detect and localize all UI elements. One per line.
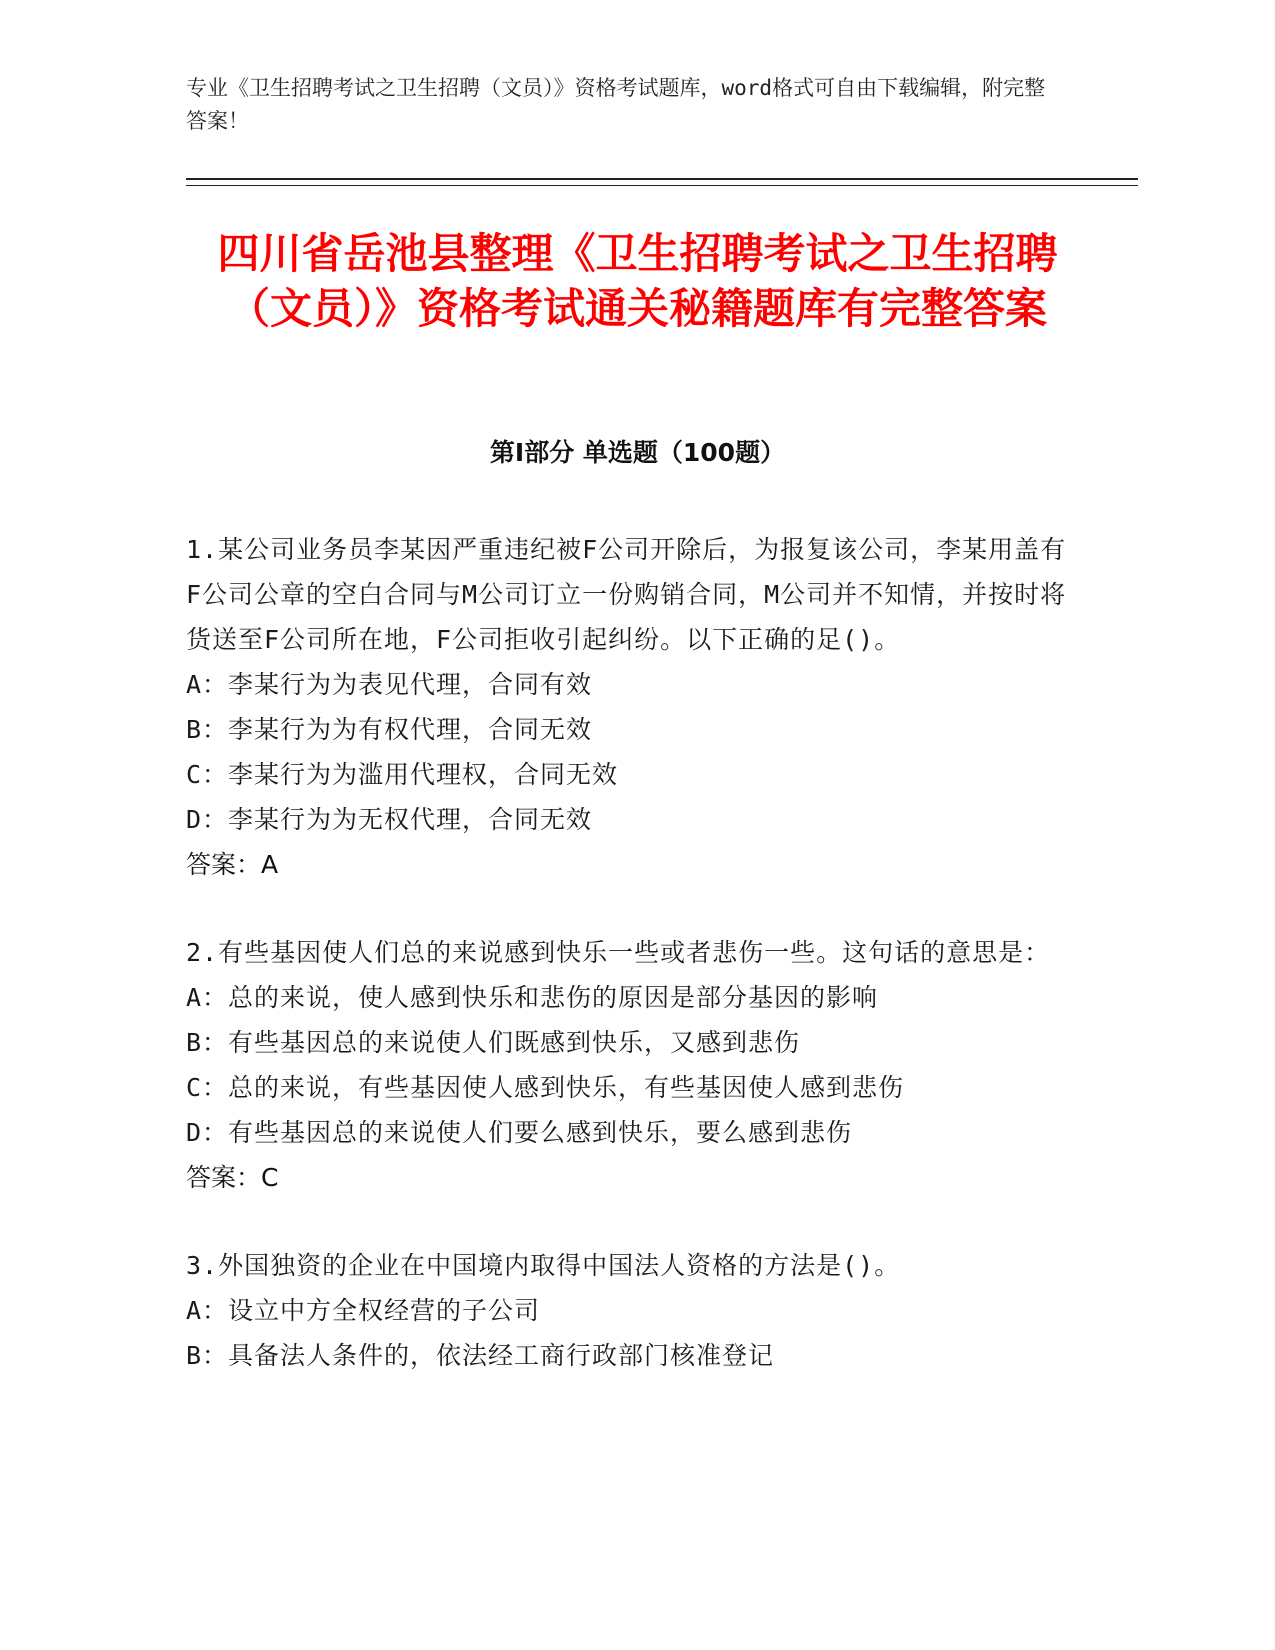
question-option-a: A：总的来说，使人感到快乐和悲伤的原因是部分基因的影响	[186, 983, 879, 1012]
question-list	[186, 527, 1076, 1421]
question-option-c: C：李某行为为滥用代理权，合同无效	[186, 760, 619, 789]
section-heading: 第Ⅰ部分 单选题（100题）	[489, 438, 786, 467]
question-text: 3.外国独资的企业在中国境内取得中国法人资格的方法是()。	[186, 1251, 901, 1280]
question-option-d: D：有些基因总的来说使人们要么感到快乐，要么感到悲伤	[186, 1118, 853, 1147]
question-option-b: B：具备法人条件的，依法经工商行政部门核准登记	[186, 1341, 775, 1370]
question-option-c: C：总的来说，有些基因使人感到快乐，有些基因使人感到悲伤	[186, 1073, 905, 1102]
question-item	[186, 1243, 1076, 1378]
question-item	[186, 930, 1076, 1200]
question-text: 2.有些基因使人们总的来说感到快乐一些或者悲伤一些。这句话的意思是：	[186, 938, 1051, 967]
question-option-b: B：有些基因总的来说使人们既感到快乐，又感到悲伤	[186, 1028, 801, 1057]
document-title: 四川省岳池县整理《卫生招聘考试之卫生招聘（文员）》资格考试通关秘籍题库有完整答案	[217, 229, 1058, 333]
question-option-a: A：设立中方全权经营的子公司	[186, 1296, 541, 1325]
question-answer: 答案：A	[186, 850, 279, 879]
header-note: 专业《卫生招聘考试之卫生招聘（文员）》资格考试题库，word格式可自由下载编辑，附完整答案！	[186, 76, 1046, 133]
question-option-a: A：李某行为为表见代理，合同有效	[186, 670, 593, 699]
question-answer: 答案：C	[186, 1163, 279, 1192]
question-option-b: B：李某行为为有权代理，合同无效	[186, 715, 593, 744]
header-divider-thin	[186, 185, 1138, 186]
question-text: 1.某公司业务员李某因严重违纪被F公司开除后，为报复该公司，李某用盖有F公司公章的空白合同与M公司订立一份购销合同，M公司并不知情，并按时将货送至F公司所在地，F公司拒收引起纠纷。以下正确的足()。	[186, 535, 1067, 654]
question-item	[186, 527, 1076, 887]
question-option-d: D：李某行为为无权代理，合同无效	[186, 805, 593, 834]
header-divider-thick	[186, 178, 1138, 180]
